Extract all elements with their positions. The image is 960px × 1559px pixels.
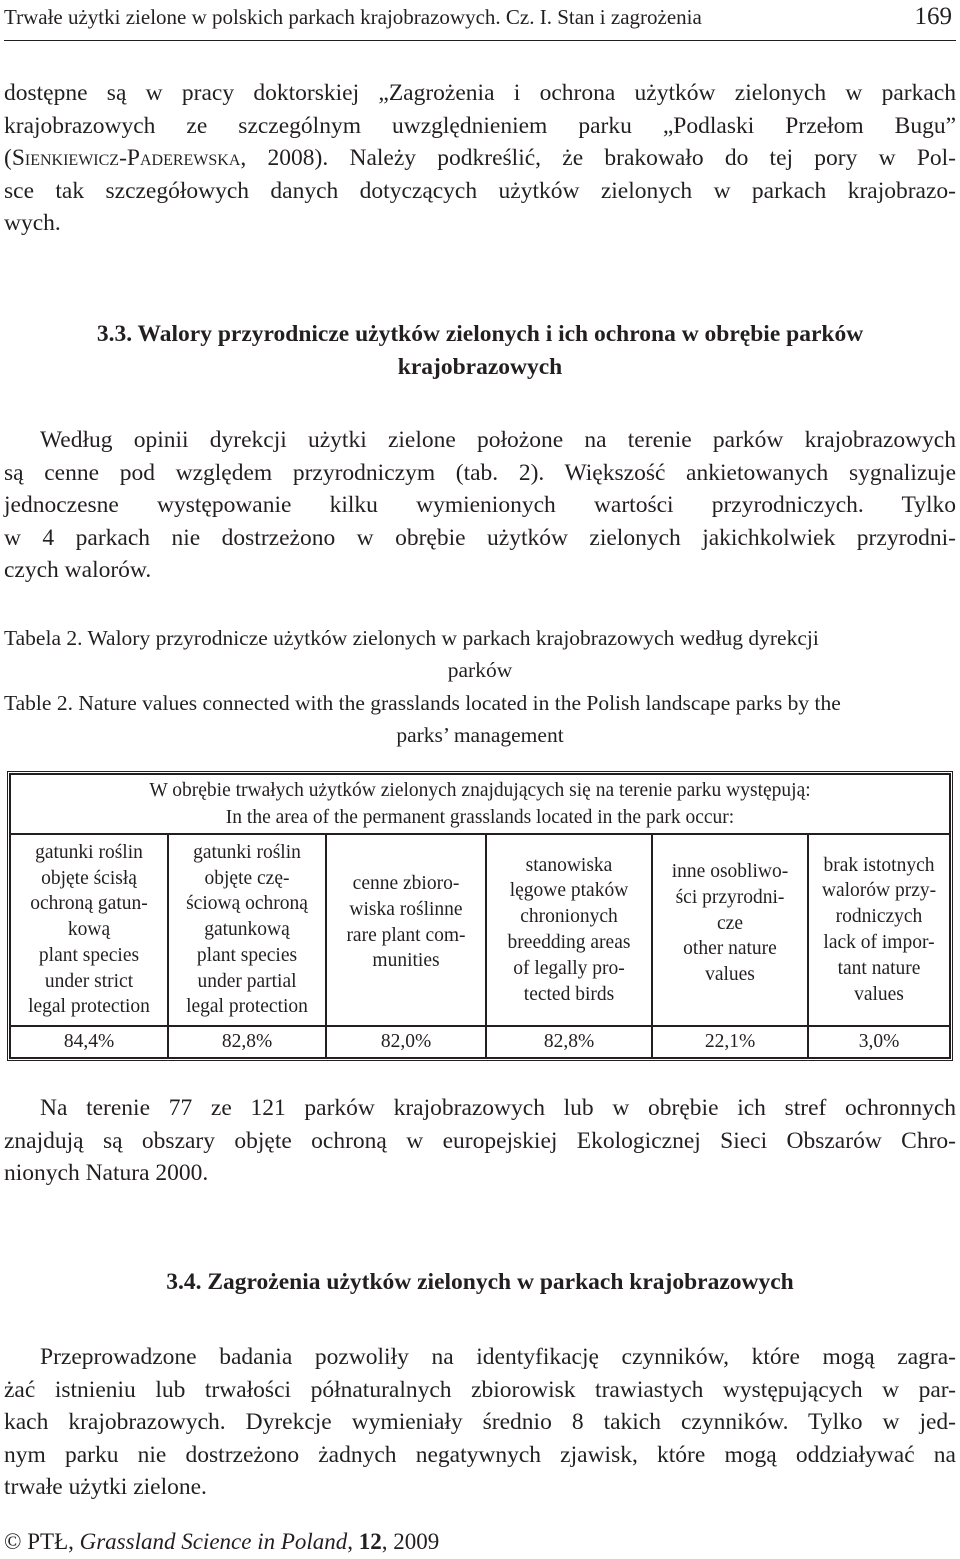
text-line: nionych Natura 2000. xyxy=(4,1160,209,1186)
volume: 12 xyxy=(358,1529,382,1554)
text-line: Przeprowadzone badania pozwoliły na identyfikację czynników, które mogą zagra- xyxy=(40,1344,956,1370)
text-line: dostępne są w pracy doktorskiej „Zagrożenia i ochrona użytków zielonych w parkach xyxy=(4,80,956,106)
text-line: znajdują są obszary objęte ochroną w europejskiej Ekologicznej Sieci Obszarów Chro- xyxy=(4,1127,956,1154)
text-line: jednoczesne występowanie kilku wymienionych wartości przyrodniczych. Tylko xyxy=(4,492,956,518)
text-line: Według opinii dyrekcji użytki zielone położone na terenie parków krajobrazowych xyxy=(40,427,956,453)
table-column-headers xyxy=(10,834,950,1026)
text-line: Na terenie 77 ze 121 parków krajobrazowych lub w obrębie ich stref ochronnych xyxy=(40,1095,956,1121)
text-line: (Sienkiewicz-Paderewska, 2008). Należy podkreślić, że brakowało do tej pory w Pol- xyxy=(4,145,956,171)
page-number: 169 xyxy=(914,3,952,30)
table-cell: 82,0% xyxy=(326,1026,486,1058)
section-heading-3-4: 3.4. Zagrożenia użytków zielonych w parkach krajobrazowych xyxy=(166,1269,794,1295)
text-line: trwałe użytki zielone. xyxy=(4,1474,207,1500)
column-header: cenne zbioro- wiska roślinne rare plant com- munities xyxy=(326,834,486,1026)
journal-name: Grassland Science in Poland xyxy=(79,1529,348,1554)
text-line: wych. xyxy=(4,210,61,236)
text-line: nym parku nie dostrzeżono żadnych negatywnych zjawisk, które mogą oddziaływać na xyxy=(4,1441,956,1468)
section-heading-3-3: 3.3. Walory przyrodnicze użytków zielonych i ich ochrona w obrębie parków krajobrazowych xyxy=(96,321,864,380)
text-line: kach krajobrazowych. Dyrekcje wymieniały średnio 8 takich czynników. Tylko w jed- xyxy=(4,1409,956,1435)
column-header: gatunki roślin objęte czę- ściową ochroną gatunkową plant species under partial legal protection xyxy=(168,834,326,1026)
text-line: sce tak szczegółowych danych dotyczących użytków zielonych w parkach krajobrazo- xyxy=(4,177,956,204)
table-header-row xyxy=(10,774,950,834)
text-line: krajobrazowych ze szczególnym uwzględnieniem parku „Podlaski Przełom Bugu” xyxy=(4,112,956,139)
nature-values-table xyxy=(7,771,953,1061)
table-cell: 3,0% xyxy=(808,1026,950,1058)
author-citation: Sienkiewicz-Paderewska xyxy=(11,145,241,171)
paragraph-natura-2000 xyxy=(4,1092,956,1190)
text-line: żać istnieniu lub trwałości półnaturalnych zbiorowisk trawiastych występujących w par- xyxy=(4,1376,956,1403)
table-cell: 22,1% xyxy=(652,1026,808,1058)
column-header: gatunki roślin objęte ścisłą ochroną gatun- kową plant species under strict legal protection xyxy=(10,834,168,1026)
table-caption: Tabela 2. Walory przyrodnicze użytków zielonych w parkach krajobrazowych według dyrekcji parków Table 2. Nature values connected with the grasslands located in the Polish landscape parks by the parks’ management xyxy=(4,623,956,751)
column-header: brak istotnych walorów przy- rodniczych lack of impor- tant nature values xyxy=(808,834,950,1026)
table-values-row xyxy=(10,1026,950,1058)
text-line: w 4 parkach nie dostrzeżono w obrębie użytków zielonych jakichkolwiek przyrodni- xyxy=(4,524,956,551)
running-header-title: Trwałe użytki zielone w polskich parkach krajobrazowych. Cz. I. Stan i zagrożenia xyxy=(4,5,702,29)
table-cell: 82,8% xyxy=(486,1026,652,1058)
footer-citation: © PTŁ, Grassland Science in Poland, 12, 2009 xyxy=(4,1529,440,1554)
column-header: inne osobliwo- ści przyrodni- cze other nature values xyxy=(652,834,808,1026)
table-header-cell: W obrębie trwałych użytków zielonych znajdujących się na terenie parku występują: In the area of the permanent grasslands located in the park occur: xyxy=(10,774,950,834)
header-rule xyxy=(4,40,956,41)
caption-en: Table 2. Nature values connected with the grasslands located in the Polish landscape parks by the xyxy=(4,691,841,715)
paragraph-threats xyxy=(4,1341,956,1504)
paragraph-intro xyxy=(4,77,956,240)
table-cell: 82,8% xyxy=(168,1026,326,1058)
text-line: czych walorów. xyxy=(4,557,152,583)
caption-pl: Tabela 2. Walory przyrodnicze użytków zielonych w parkach krajobrazowych według dyrekcji xyxy=(4,626,819,650)
column-header: stanowiska lęgowe ptaków chronionych breedding areas of legally pro- tected birds xyxy=(486,834,652,1026)
paragraph-nature-values xyxy=(4,424,956,587)
text-line: są cenne pod względem przyrodniczym (tab. 2). Większość ankietowanych sygnalizuje xyxy=(4,459,956,486)
table-cell: 84,4% xyxy=(10,1026,168,1058)
